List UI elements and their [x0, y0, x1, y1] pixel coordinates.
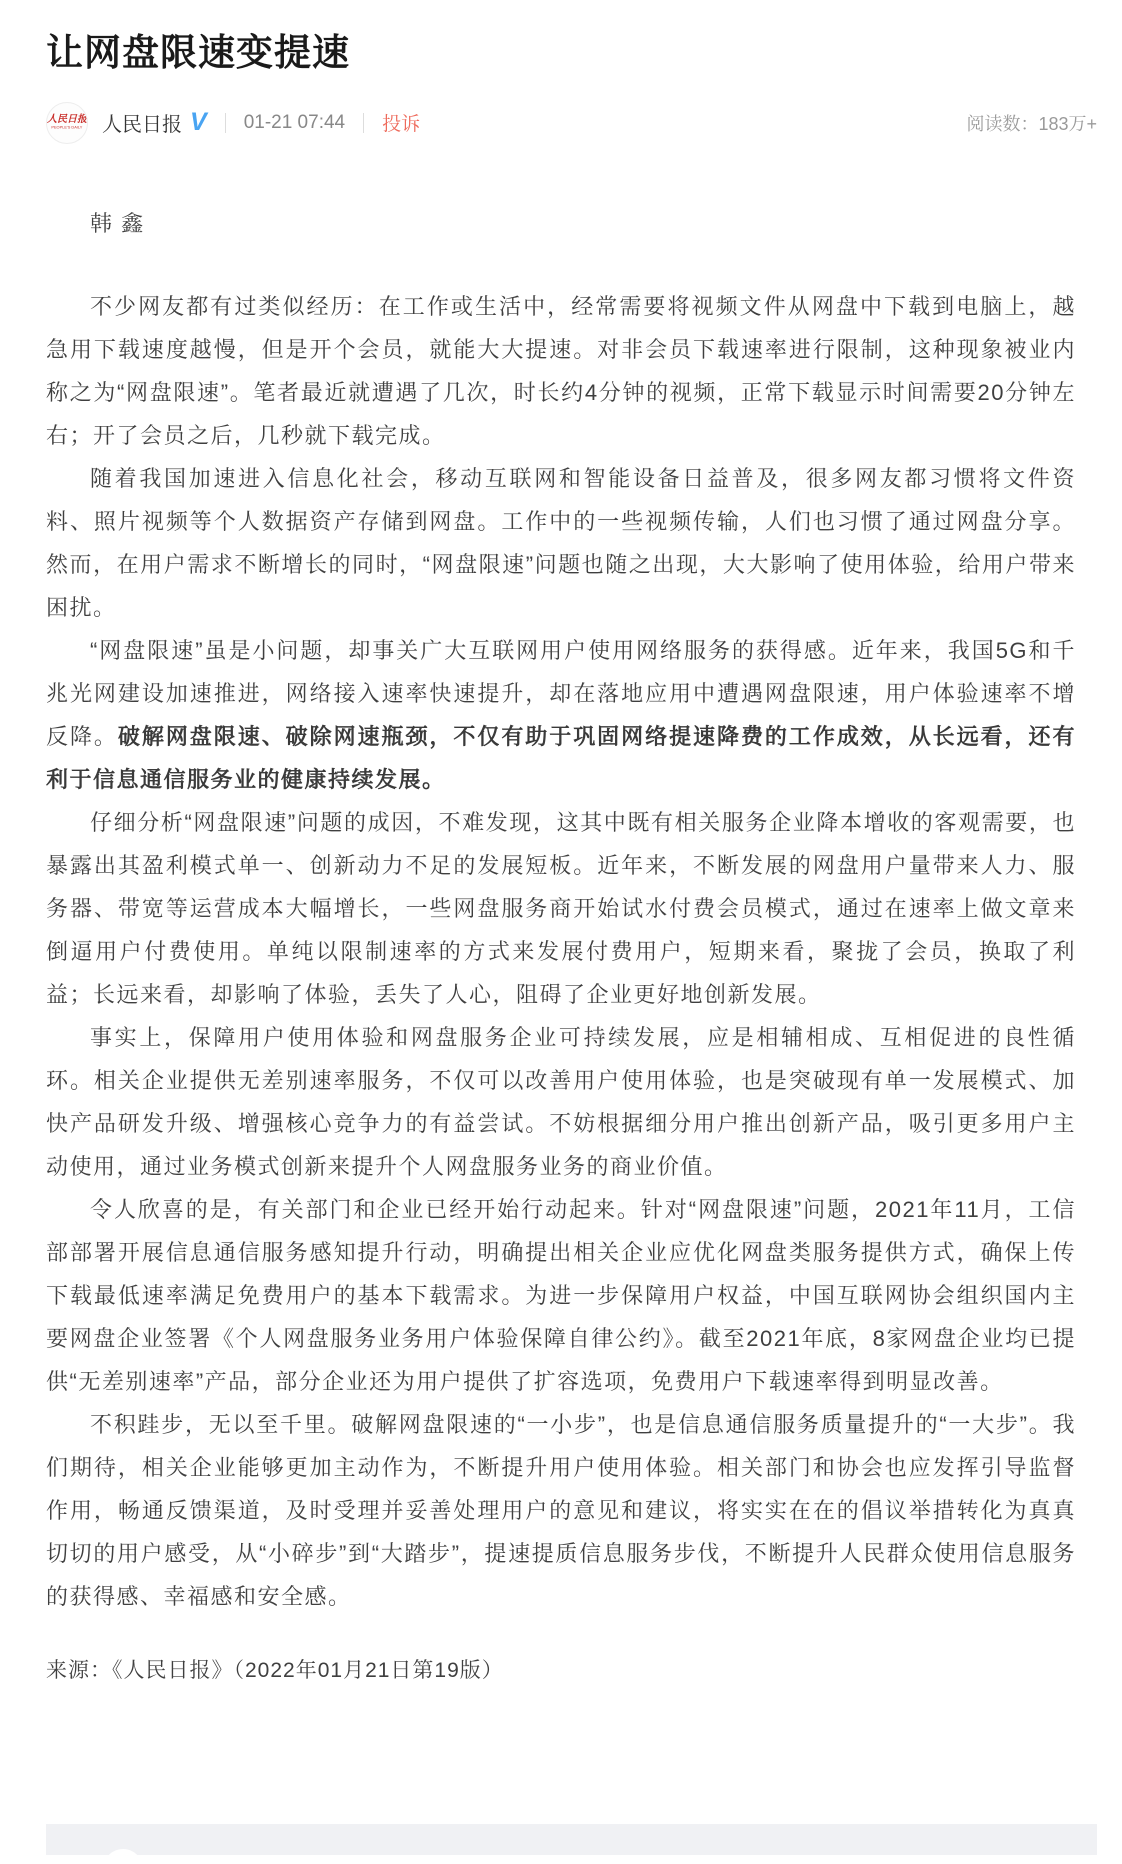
article-paragraph: 不积跬步，无以至千里。破解网盘限速的“一小步”，也是信息通信服务质量提升的“一大步”。我们期待，相关企业能够更加主动作为，不断提升用户使用体验。相关部门和协会也应发挥引导监督作用，畅通反馈渠道，及时受理并妥善处理用户的意见和建议，将实实在在的倡议举措转化为真真切切的用户感受，从“小碎步”到“大踏步”，提速提质信息服务步伐，不断提升人民群众使用信息服务的获得感、幸福感和安全感。	[46, 1411, 1076, 1609]
article-paragraphs	[46, 285, 1076, 1618]
divider	[225, 113, 226, 133]
article-paragraph: 仔细分析“网盘限速”问题的成因，不难发现，这其中既有相关服务企业降本增收的客观需要，也暴露出其盈利模式单一、创新动力不足的发展短板。近年来，不断发展的网盘用户量带来人力、服务器、带宽等运营成本大幅增长，一些网盘服务商开始试水付费会员模式，通过在速率上做文章来倒逼用户付费使用。单纯以限制速率的方式来发展付费用户，短期来看，聚拢了会员，换取了利益；长远来看，却影响了体验，丢失了人心，阻碍了企业更好地创新发展。	[46, 809, 1076, 1007]
article-page	[0, 28, 1122, 1855]
publisher-name[interactable]: 人民日报	[102, 114, 182, 137]
comment-bar	[46, 1824, 1097, 1855]
source-line: 来源：《人民日报》（2022年01月21日第19版）	[46, 1658, 504, 1682]
article-paragraph: 事实上，保障用户使用体验和网盘服务企业可持续发展，应是相辅相成、互相促进的良性循环。相关企业提供无差别速率服务，不仅可以改善用户使用体验，也是突破现有单一发展模式、加快产品研发升级、增强核心竞争力的有益尝试。不妨根据细分用户推出创新产品，吸引更多用户主动使用，通过业务模式创新来提升个人网盘服务业务的商业价值。	[46, 1024, 1076, 1179]
read-count-value: 183万+	[1038, 113, 1097, 134]
verified-badge-icon: V	[190, 108, 207, 137]
divider	[363, 113, 364, 133]
article-body	[46, 202, 1076, 1618]
article-paragraph: 不少网友都有过类似经历：在工作或生活中，经常需要将视频文件从网盘中下载到电脑上，越急用下载速度越慢，但是开个会员，就能大大提速。对非会员下载速率进行限制，这种现象被业内称之为“网盘限速”。笔者最近就遭遇了几次，时长约4分钟的视频，正常下载显示时间需要20分钟左右；开了会员之后，几秒就下载完成。	[46, 293, 1076, 448]
read-count-label: 阅读数：	[966, 113, 1039, 134]
article-byline	[46, 102, 1097, 144]
report-link[interactable]: 投诉	[382, 114, 421, 136]
comment-avatar	[103, 1849, 143, 1855]
read-count	[966, 110, 1097, 136]
article-paragraph: 随着我国加速进入信息化社会，移动互联网和智能设备日益普及，很多网友都习惯将文件资料、照片视频等个人数据资产存储到网盘。工作中的一些视频传输，人们也习惯了通过网盘分享。然而，在用户需求不断增长的同时，“网盘限速”问题也随之出现，大大影响了使用体验，给用户带来困扰。	[46, 465, 1076, 620]
article-title: 让网盘限速变提速	[46, 32, 350, 73]
publisher-avatar[interactable]	[46, 102, 88, 144]
author-name: 韩 鑫	[90, 210, 145, 236]
article-paragraph: “网盘限速”虽是小问题，却事关广大互联网用户使用网络服务的获得感。近年来，我国5G和千兆光网建设加速推进，网络接入速率快速提升，却在落地应用中遭遇网盘限速，用户体验速率不增反降。破解网盘限速、破除网速瓶颈，不仅有助于巩固网络提速降费的工作成效，从长远看，还有利于信息通信服务业的健康持续发展。	[46, 637, 1076, 792]
publish-time: 01-21 07:44	[243, 111, 346, 133]
avatar-subtext: PEOPLE'S DAILY	[51, 126, 83, 131]
avatar-masthead-text: 人民日报	[47, 114, 87, 126]
article-paragraph: 令人欣喜的是，有关部门和企业已经开始行动起来。针对“网盘限速”问题，2021年11月，工信部部署开展信息通信服务感知提升行动，明确提出相关企业应优化网盘类服务提供方式，确保上传下载最低速率满足免费用户的基本下载需求。为进一步保障用户权益，中国互联网协会组织国内主要网盘企业签署《个人网盘服务业务用户体验保障自律公约》。截至2021年底，8家网盘企业均已提供“无差别速率”产品，部分企业还为用户提供了扩容选项，免费用户下载速率得到明显改善。	[46, 1196, 1076, 1394]
